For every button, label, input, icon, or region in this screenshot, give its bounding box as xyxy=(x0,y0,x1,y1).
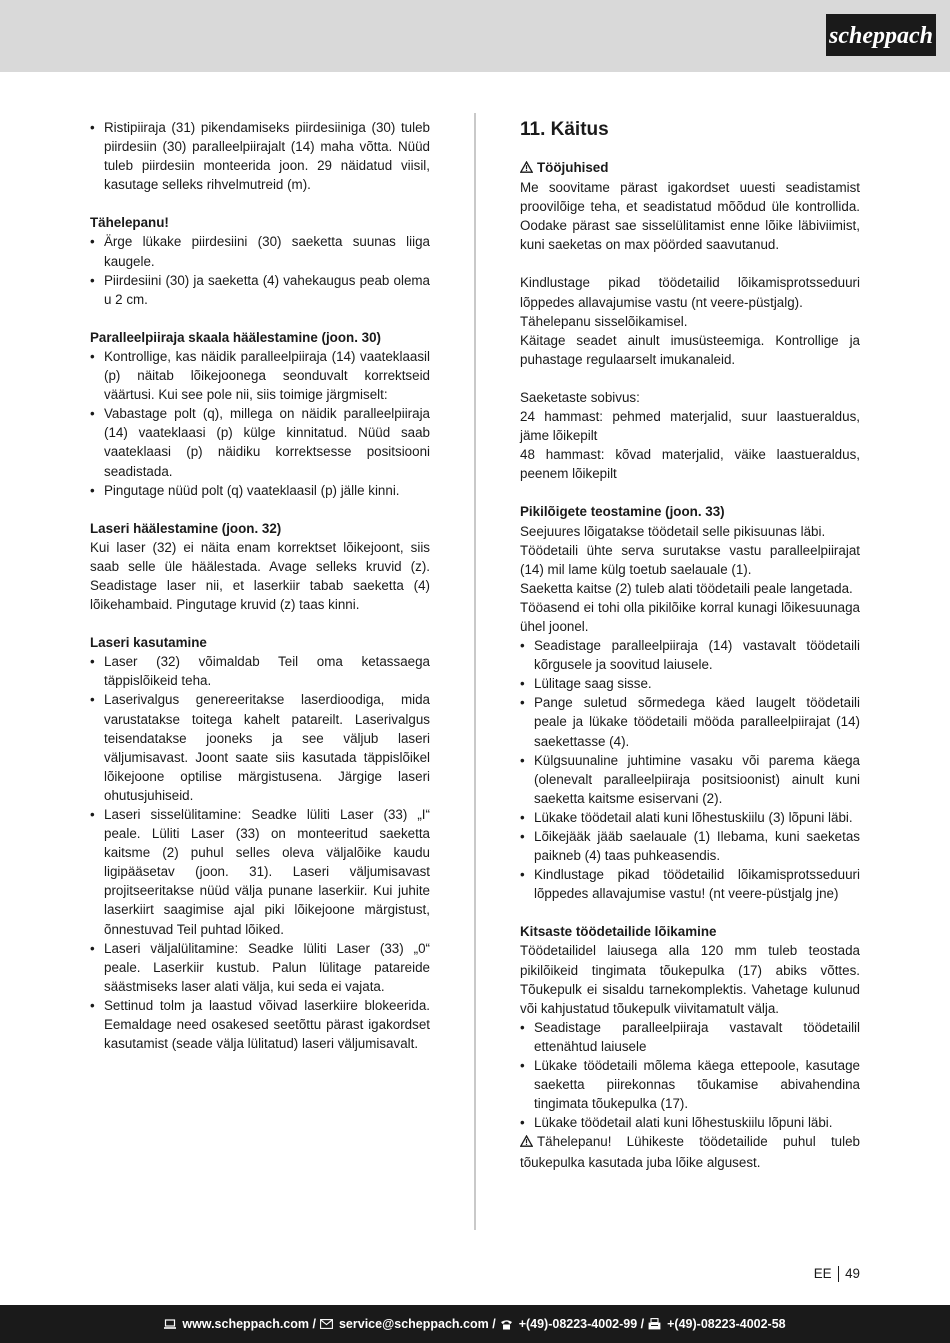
rip-heading: Pikilõigete teostamine (joon. 33) xyxy=(520,504,725,520)
fax-icon xyxy=(648,1318,661,1330)
support-line: Kindlustage pikad töödetailid lõikamisprotsseduuri lõppedes allavajumise vastu (nt veere-püstjalg). xyxy=(520,275,860,310)
attention-heading: Tähelepanu! xyxy=(90,215,169,231)
narrow-text: Töödetailidel laiusega alla 120 mm tuleb teostada pikilõikeid tingimata tõukepulka (17) abiks võttes. Tõukepulk ei sisaldu tarnekomplektis. Vahetage kulunud või kahjustatud tõukepulk viivitamatult välja. xyxy=(520,943,860,1016)
final-note-text: Tähelepanu! Lühikeste töödetailide puhul tuleb tõukepulka kasutada juba lõike algusest. xyxy=(520,1134,860,1170)
list-item: • Seadistage paralleelpiiraja vastavalt töödetailil ettenähtud laiusele xyxy=(520,1018,860,1056)
computer-icon xyxy=(164,1319,176,1330)
page-num-value: 49 xyxy=(845,1266,860,1281)
list-item: • Pingutage nüüd polt (q) vaateklaasil (p) jälle kinni. xyxy=(90,481,430,500)
rip-line: Tööasend ei tohi olla pikilõike korral kunagi lõikesuunaga ühel joonel. xyxy=(520,599,860,634)
rip-line: Töödetaili ühte serva surutakse vastu paralleelpiirajat (14) mil lame külg toetub saelauale (1). xyxy=(520,542,860,577)
right-column xyxy=(520,118,860,1172)
scale-list xyxy=(90,347,430,500)
footer-fax[interactable]: +(49)-08223-4002-58 xyxy=(667,1317,786,1331)
list-item: • Külgsuunaline juhtimine vasaku või parema käega (olenevalt paralleelpiiraja positsioonist) ainult kuni saeketta kaitsme esiservani (2). xyxy=(520,751,860,808)
list-item: • Laserivalgus genereeritakse laserdioodiga, mida varustatakse toitega kahelt patareilt. Laserivalgus teisendatakse jooneks ja see väljub laseri väljumisavast. Joont saate siis kasutada täppislõikel lõikejoone optilise märgistusena. Järgige laseri ohutusjuhiseid. xyxy=(90,690,430,805)
intro-list xyxy=(90,118,430,194)
list-item: • Lükake töödetail alati kuni lõhestuskiilu (3) lõpuni läbi. xyxy=(520,808,860,827)
laser-use-list xyxy=(90,652,430,1053)
list-item: • Piirdesiini (30) ja saeketta (4) vahekaugus peab olema u 2 cm. xyxy=(90,271,430,309)
footer-phone[interactable]: +(49)-08223-4002-99 / xyxy=(518,1317,645,1331)
warning-icon xyxy=(520,1133,533,1152)
work-heading xyxy=(520,158,860,178)
list-item: • Pange suletud sõrmedega käed laugelt töödetaili peale ja lükake töödetaili mööda paralleelpiirajat (14) saekettasse (4). xyxy=(520,693,860,750)
list-item: • Lükake töödetail alati kuni lõhestuskiilu lõpuni läbi. xyxy=(520,1113,860,1132)
laser-adjust-heading: Laseri häälestamine (joon. 32) xyxy=(90,520,282,536)
list-item: • Lükake töödetaili mõlema käega ettepoole, kasutage saeketta piirekonnas tõukamise abivahendina tingimata tõukepulka (17). xyxy=(520,1056,860,1113)
narrow-heading: Kitsaste töödetailide lõikamine xyxy=(520,924,717,940)
support-line: Tähelepanu sisselõikamisel. xyxy=(520,313,688,329)
list-item: • Lülitage saag sisse. xyxy=(520,674,860,693)
rip-line: Saeketta kaitse (2) tuleb alati töödetaili peale langetada. xyxy=(520,580,853,596)
list-item: • Ristipiiraja (31) pikendamiseks piirdesiiniga (30) tuleb piirdesiin (30) paralleelpiirajalt (14) maha võtta. Nüüd tuleb piirdesiin monteerida joon. 29 näidatud viisil, kasutage selleks rihvelmutreid (m). xyxy=(90,118,430,194)
brand-logo-wordmark xyxy=(829,18,933,52)
list-item: • Seadistage paralleelpiiraja (14) vastavalt töödetaili kõrgusele ja soovitud laiusele. xyxy=(520,636,860,674)
list-item: • Ärge lükake piirdesiini (30) saeketta suunas liiga kaugele. xyxy=(90,232,430,270)
blade-line: 24 hammast: pehmed materjalid, suur laastueraldus, jäme lõikepilt xyxy=(520,409,860,444)
email-icon xyxy=(320,1319,333,1329)
final-note xyxy=(520,1132,860,1171)
list-item: • Kontrollige, kas näidik paralleelpiiraja (14) vaateklaasil (p) näitab lõikejoonega seonduvalt korrektseid väärtusi. Kui see pole nii, siis toimige järgmiselt: xyxy=(90,347,430,404)
work-heading-label: Tööjuhised xyxy=(537,160,609,175)
header-band xyxy=(0,0,950,72)
list-item: • Laseri sisselülitamine: Seadke lüliti Laser (33) „I“ peale. Lüliti Laser (33) on monteeritud saeketta kaitsme (2) puhul selles oleva väljalõike kaudu ligipääsetav (joon. 31). Laseri väljumisavast projitseeritakse nüüd välja punane laserkiir. Kui juhite laserkiirt saagimise ajal piki lõikejoone märgistust, õnnestuvad Teil puhtad lõiked. xyxy=(90,805,430,939)
left-column xyxy=(90,118,430,1053)
laser-use-heading: Laseri kasutamine xyxy=(90,635,207,651)
page-lang: EE xyxy=(813,1266,832,1281)
work-text: Me soovitame pärast igakordset uuesti seadistamist proovilõige teha, et seadistatud mõõdud üle kontrollida. Oodake pärast sae sisselülitamist enne lõike läbiviimist, kuni saeketas on max pöörded saavutanud. xyxy=(520,180,860,253)
attention-list xyxy=(90,232,430,308)
phone-icon xyxy=(500,1319,513,1330)
svg-text:scheppach: scheppach xyxy=(829,23,933,49)
blade-line: Saeketaste sobivus: xyxy=(520,389,640,405)
warning-icon xyxy=(520,159,533,178)
list-item: • Laseri väljalülitamine: Seadke lüliti Laser (33) „0“ peale. Laserkiir kustub. Palun lülitage patareide säästmiseks laser alati välja, kui seda ei vajata. xyxy=(90,939,430,996)
laser-adjust-text: Kui laser (32) ei näita enam korrektset lõikejoont, siis saab selle üle häälestada. Avage selleks kruvid (z). Seadistage laser nii, et laserkiir tabab saeketta (4) lõikehambaid. Pingutage kruvid (z) taas kinni. xyxy=(90,539,430,613)
support-line: Käitage seadet ainult imusüsteemiga. Kontrollige ja puhastage regulaarselt imukanaleid. xyxy=(520,332,860,367)
list-item: • Laser (32) võimaldab Teil oma ketassaega täppislõikeid teha. xyxy=(90,652,430,690)
footer-bar xyxy=(0,1305,950,1343)
page-separator xyxy=(838,1266,840,1282)
footer-web[interactable]: www.scheppach.com / xyxy=(182,1317,316,1331)
list-item: • Lõikejääk jääb saelauale (1) Ilebama, kuni saeketas paikneb (4) taas puhkeasendis. xyxy=(520,827,860,865)
column-divider xyxy=(474,113,476,1230)
brand-logo xyxy=(826,14,936,56)
scale-heading: Paralleelpiiraja skaala häälestamine (joon. 30) xyxy=(90,329,382,345)
blade-line: 48 hammast: kõvad materjalid, väike laastueraldus, peenem lõikepilt xyxy=(520,447,860,482)
section-title: 11. Käitus xyxy=(520,119,609,140)
rip-list xyxy=(520,636,860,903)
list-item: • Settinud tolm ja laastud võivad laserkiire blokeerida. Eemaldage need osakesed seetõttu pärast igakordset kasutamist (seade välja lülitatud) laseri väljumisavalt. xyxy=(90,996,430,1053)
narrow-list xyxy=(520,1018,860,1133)
list-item: • Kindlustage pikad töödetailid lõikamisprotsseduuri lõppedes allavajumise vastu! (nt veere-püstjalg jne) xyxy=(520,865,860,903)
footer-email[interactable]: service@scheppach.com / xyxy=(338,1317,496,1331)
list-item: • Vabastage polt (q), millega on näidik paralleelpiiraja (14) vaateklaasi (p) külge kinnitatud. Nüüd saab vaateklaasi (p) näidiku korrektsesse positsiooni seadistada. xyxy=(90,404,430,480)
rip-line: Seejuures lõigatakse töödetail selle pikisuunas läbi. xyxy=(520,523,826,539)
page-number xyxy=(814,1264,860,1283)
